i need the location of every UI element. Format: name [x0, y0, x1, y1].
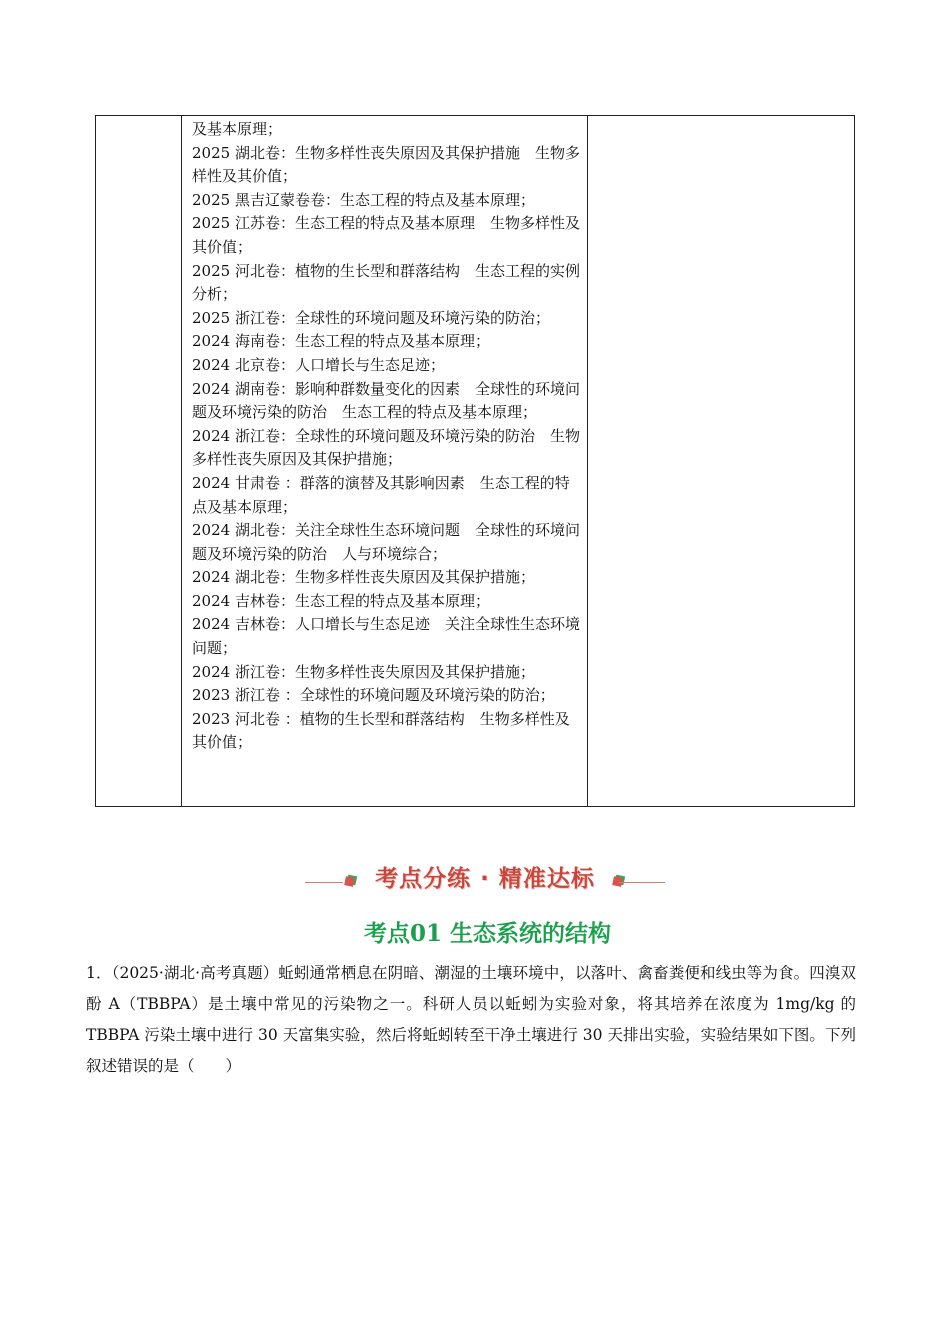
banner-square-icon: [344, 876, 355, 887]
question-text: 1．（2025·湖北·高考真题）蚯蚓通常栖息在阴暗、潮湿的土壤环境中，以落叶、禽畜粪便和线虫等为食。四溴双酚 A（TBBPA）是土壤中常见的污染物之一。科研人员以蚯蚓为实验对象，将其培养在浓度为 1mg/kg 的 TBBPA 污染土壤中进行 30 天富集实验，然后将蚯蚓转至干净土壤进行 30 天排出实验，实验结果如下图。下列叙述错误的是（ ）: [86, 964, 856, 1075]
exam-entry: 及基本原理；: [192, 120, 283, 138]
banner-divider-left: [305, 882, 343, 883]
exam-entry: 2023 河北卷 ：植物的生长型和群落结构 生物多样性及其价值；: [192, 709, 570, 752]
table-cell-exam-list: [182, 116, 588, 806]
exam-entry: 2025 浙江卷：全球性的环境问题及环境污染的防治；: [192, 308, 550, 327]
banner-divider-right: [619, 882, 665, 883]
exam-entry: 2024 吉林卷：人口增长与生态足迹 关注全球性生态环境问题；: [192, 615, 580, 658]
section-banner: [305, 858, 665, 898]
section-title: 考点01 生态系统的结构: [363, 920, 611, 947]
exam-entry: 2024 吉林卷：生态工程的特点及基本原理；: [192, 591, 490, 610]
table-cell-empty-left: [96, 116, 182, 806]
exam-entry: 2025 黑吉辽蒙卷卷：生态工程的特点及基本原理；: [192, 190, 535, 209]
exam-entry: 2025 湖北卷：生物多样性丧失原因及其保护措施 生物多样性及其价值；: [192, 143, 580, 186]
exam-entry: 2023 浙江卷 ：全球性的环境问题及环境污染的防治；: [192, 686, 555, 705]
exam-entry: 2024 浙江卷：生物多样性丧失原因及其保护措施；: [192, 662, 535, 681]
exam-entry: 2025 江苏卷：生态工程的特点及基本原理 生物多样性及其价值；: [192, 214, 580, 256]
exam-entry: 2024 海南卷：生态工程的特点及基本原理；: [192, 332, 490, 351]
exam-entry: 2024 湖北卷：生物多样性丧失原因及其保护措施；: [192, 568, 535, 587]
exam-entry: 2024 湖北卷：关注全球性生态环境问题 全球性的环境问题及环境污染的防治 人与环境综合；: [192, 521, 580, 563]
exam-entry: 2024 湖南卷：影响种群数量变化的因素 全球性的环境问题及环境污染的防治 生态工程的特点及基本原理；: [192, 379, 580, 422]
table-cell-empty-right: [588, 116, 854, 806]
exam-entry: 2024 甘肃卷 ：群落的演替及其影响因素 生态工程的特点及基本原理；: [192, 473, 570, 516]
exam-entry: 2024 北京卷：人口增长与生态足迹；: [192, 355, 445, 374]
exam-record-table: [95, 115, 855, 807]
exam-entry: 2024 浙江卷：全球性的环境问题及环境污染的防治 生物多样性丧失原因及其保护措施；: [192, 426, 580, 469]
banner-title: 考点分练 · 精准达标: [375, 866, 595, 892]
exam-entry: 2025 河北卷：植物的生长型和群落结构 生态工程的实例分析；: [192, 261, 580, 304]
